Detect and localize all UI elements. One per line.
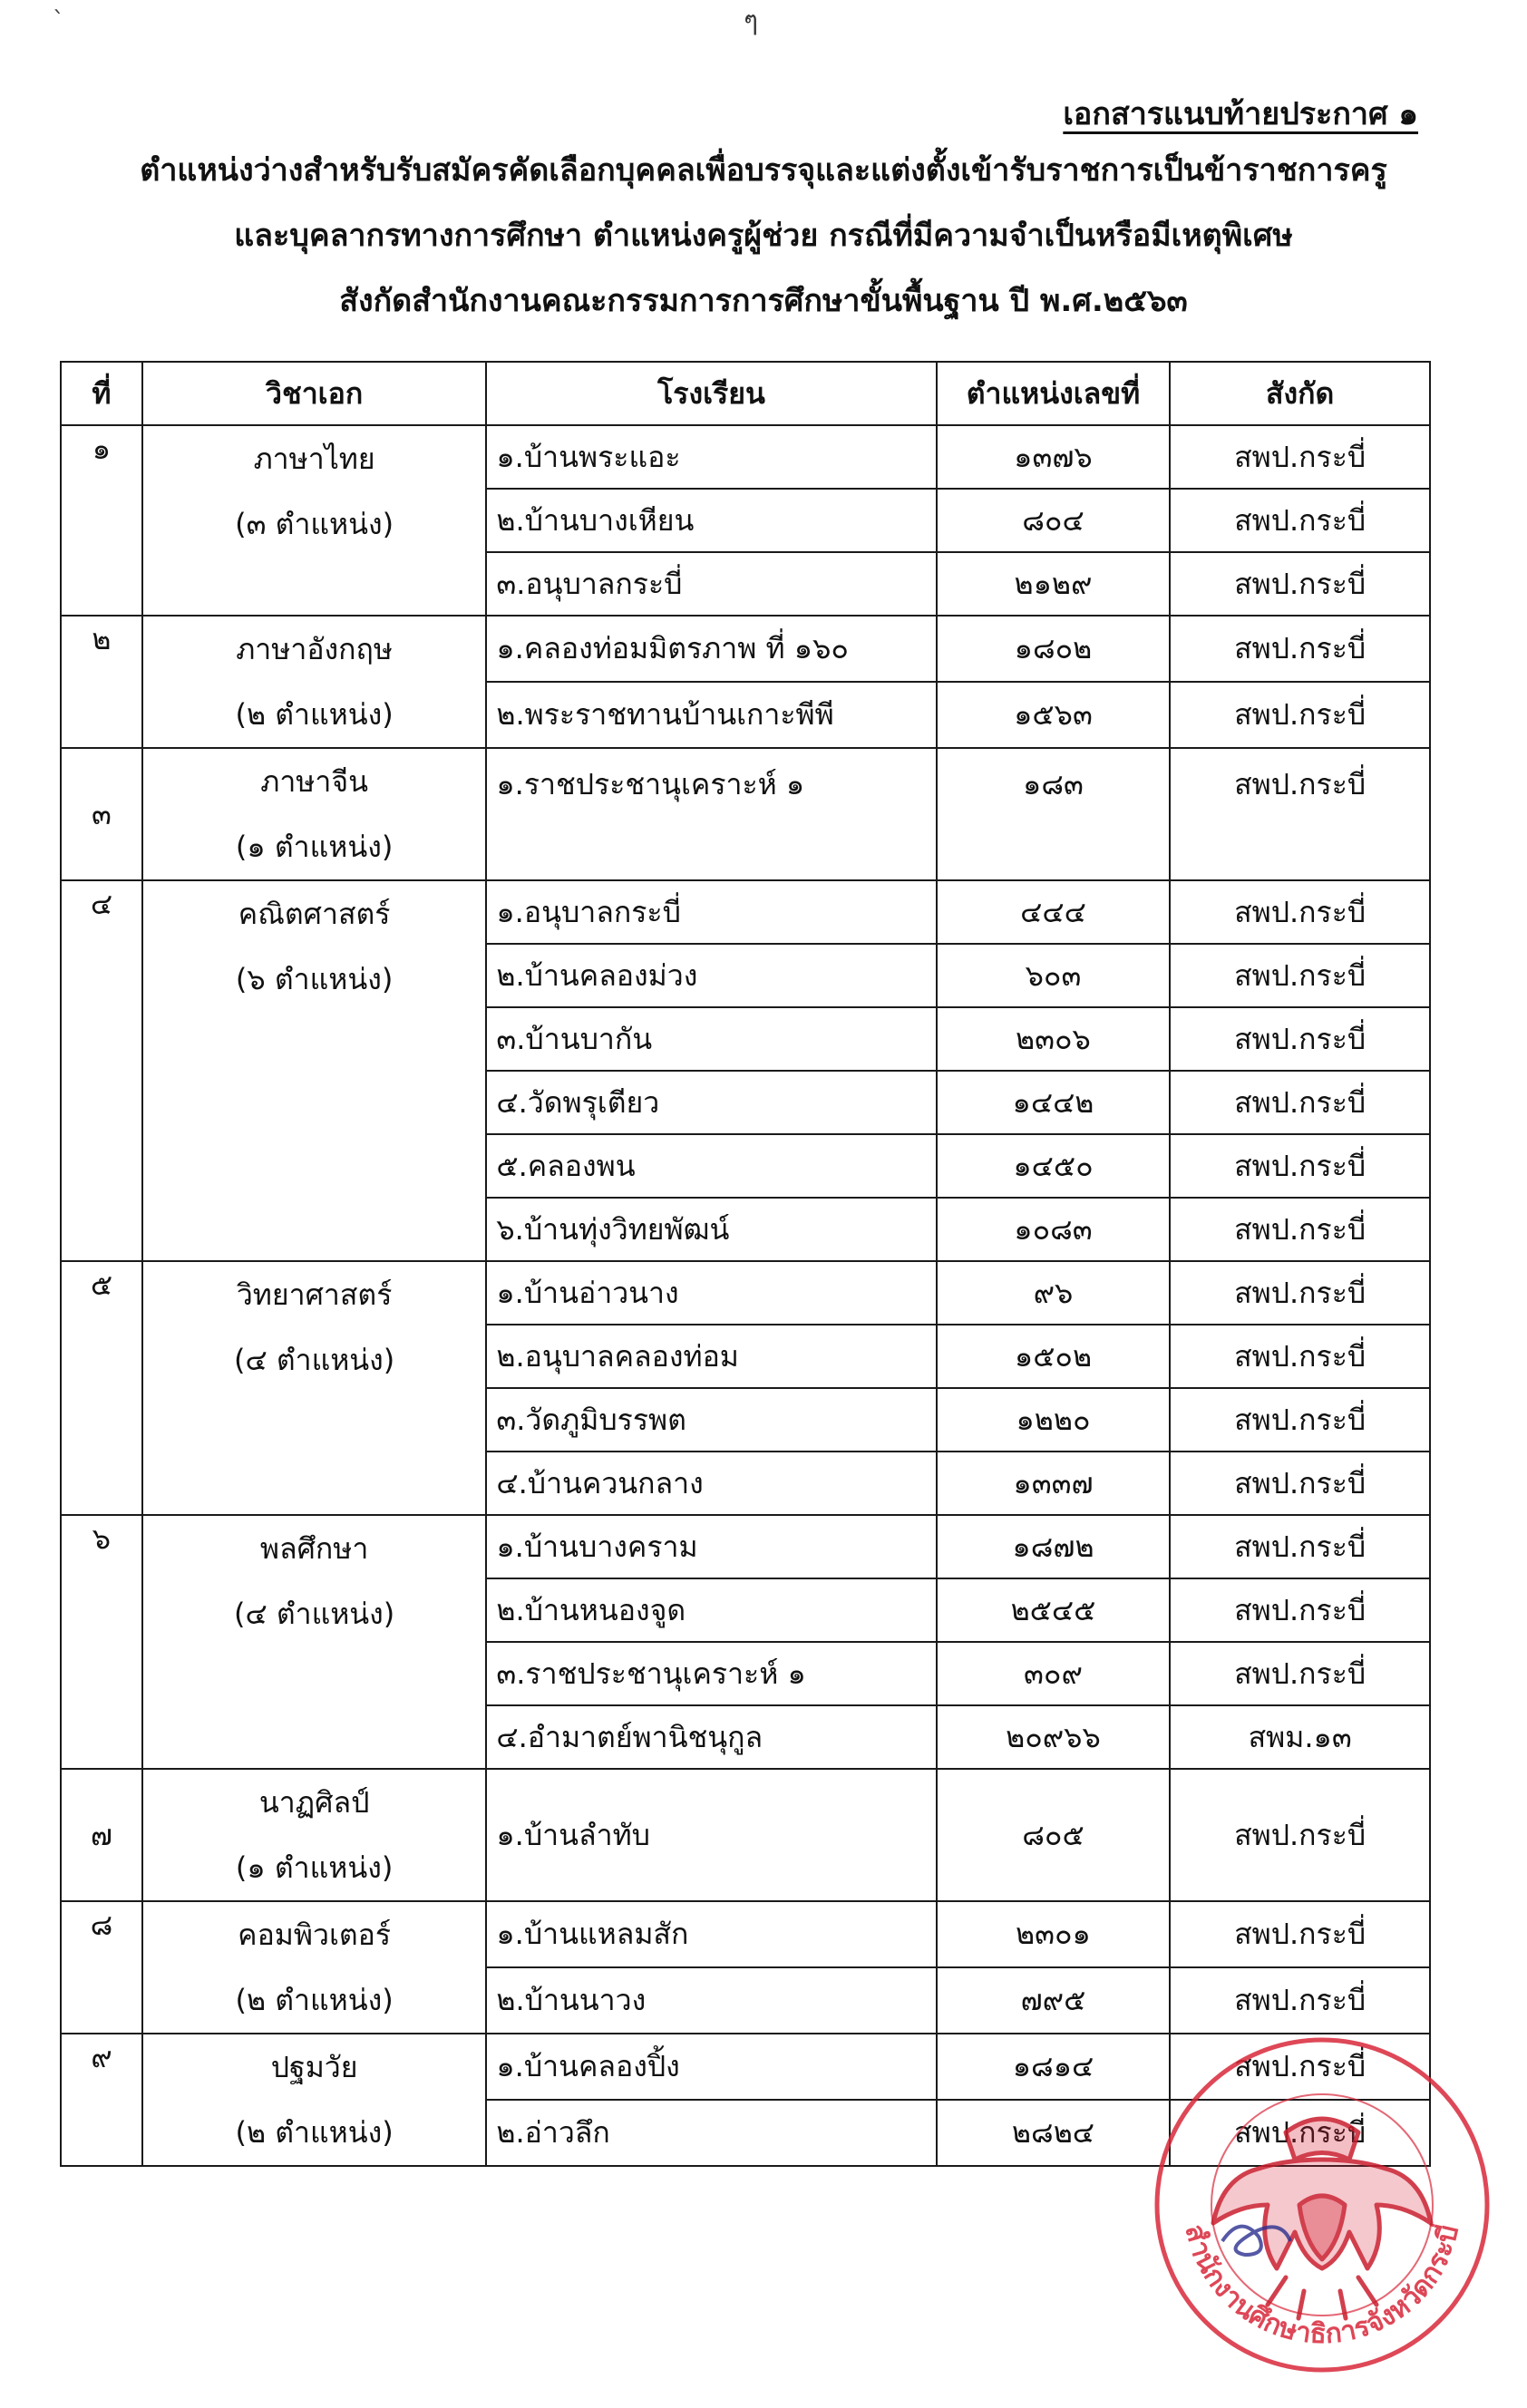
school-name: ๒.อนุบาลคลองท่อม [486, 1325, 936, 1388]
position-number: ๗๙๕ [937, 1967, 1171, 2034]
column-header-no: ที่ [61, 362, 142, 425]
position-number: ๑๘๗๒ [937, 1515, 1171, 1578]
position-number: ๑๔๕๐ [937, 1134, 1171, 1198]
subject-count: (๑ ตำแหน่ง) [235, 830, 394, 864]
office-name: สพป.กระบี่ [1170, 682, 1430, 748]
position-number: ๑๐๘๓ [937, 1198, 1171, 1261]
subject-name: วิทยาศาสตร์ [236, 1277, 393, 1312]
school-name: ๑.บ้านแหลมสัก [486, 1901, 936, 1967]
row-number: ๘ [61, 1901, 142, 2034]
position-number: ๖๐๓ [937, 944, 1171, 1007]
office-name: สพป.กระบี่ [1170, 616, 1430, 682]
position-number: ๒๑๒๙ [937, 552, 1171, 616]
subject-cell [142, 616, 486, 748]
subject-count: (๔ ตำแหน่ง) [233, 1597, 395, 1631]
office-name: สพป.กระบี่ [1170, 1967, 1430, 2034]
document-title-line-1: ตำแหน่งว่างสำหรับรับสมัครคัดเลือกบุคคลเพื่อบรรจุและแต่งตั้งเข้ารับราชการเป็นข้าราชการครู [140, 152, 1387, 189]
subject-count: (๒ ตำแหน่ง) [235, 2115, 394, 2150]
subject-count: (๓ ตำแหน่ง) [235, 507, 394, 541]
office-name: สพป.กระบี่ [1170, 1325, 1430, 1388]
subject-name: ปฐมวัย [270, 2050, 358, 2084]
position-number: ๑๘๓ [937, 748, 1171, 880]
office-name: สพป.กระบี่ [1170, 1515, 1430, 1578]
school-name: ๕.คลองพน [486, 1134, 936, 1198]
position-number: ๒๓๐๑ [937, 1901, 1171, 1967]
school-name: ๒.บ้านบางเหียน [486, 489, 936, 552]
page-mark: ๆ [744, 5, 759, 37]
table-row [61, 1769, 1430, 1901]
office-name: สพป.กระบี่ [1170, 1578, 1430, 1642]
school-name: ๖.บ้านทุ่งวิทยพัฒน์ [486, 1198, 936, 1261]
school-name: ๒.พระราชทานบ้านเกาะพีพี [486, 682, 936, 748]
document-title-line-2: และบุคลากรทางการศึกษา ตำแหน่งครูผู้ช่วย กรณีที่มีความจำเป็นหรือมีเหตุพิเศษ [234, 218, 1293, 254]
subject-name: ภาษาอังกฤษ [236, 632, 394, 666]
row-number: ๖ [61, 1515, 142, 1769]
table-header-row [61, 362, 1430, 425]
position-number: ๒๕๔๕ [937, 1578, 1171, 1642]
table-row [61, 880, 1430, 944]
column-header-subject: วิชาเอก [142, 362, 486, 425]
school-name: ๓.วัดภูมิบรรพต [486, 1388, 936, 1452]
position-number: ๙๖ [937, 1261, 1171, 1325]
school-name: ๑.ราชประชานุเคราะห์ ๑ [486, 748, 936, 880]
column-header-school: โรงเรียน [486, 362, 936, 425]
position-number: ๘๐๔ [937, 489, 1171, 552]
office-name: สพป.กระบี่ [1170, 1134, 1430, 1198]
office-name: สพป.กระบี่ [1170, 2100, 1430, 2166]
school-name: ๒.บ้านนาวง [486, 1967, 936, 2034]
subject-name: พลศึกษา [259, 1531, 369, 1566]
office-name: สพป.กระบี่ [1170, 1769, 1430, 1901]
subject-name: ภาษาไทย [253, 442, 375, 476]
office-name: สพป.กระบี่ [1170, 1261, 1430, 1325]
subject-cell [142, 1769, 486, 1901]
document-title-line-3: สังกัดสำนักงานคณะกรรมการการศึกษาขั้นพื้นฐาน ปี พ.ศ.๒๕๖๓ [339, 283, 1188, 319]
subject-name: ภาษาจีน [260, 764, 368, 799]
position-number: ๑๓๓๗ [937, 1452, 1171, 1515]
row-number: ๑ [61, 425, 142, 616]
office-name: สพป.กระบี่ [1170, 2034, 1430, 2100]
office-name: สพป.กระบี่ [1170, 489, 1430, 552]
row-number: ๓ [61, 748, 142, 880]
office-name: สพป.กระบี่ [1170, 880, 1430, 944]
position-number: ๑๕๖๓ [937, 682, 1171, 748]
school-name: ๒.อ่าวลึก [486, 2100, 936, 2166]
school-name: ๑.บ้านพระแอะ [486, 425, 936, 489]
table-row [61, 1901, 1430, 1967]
official-seal-stamp [1150, 2033, 1494, 2377]
subject-cell [142, 425, 486, 616]
row-number: ๔ [61, 880, 142, 1261]
school-name: ๓.ราชประชานุเคราะห์ ๑ [486, 1642, 936, 1705]
subject-name: คณิตศาสตร์ [238, 897, 391, 931]
position-number: ๒๐๙๖๖ [937, 1705, 1171, 1769]
scan-dot: ` [53, 7, 64, 34]
table-row [61, 616, 1430, 682]
table-row [61, 1515, 1430, 1578]
position-number: ๑๔๔๒ [937, 1071, 1171, 1134]
school-name: ๑.บ้านคลองปิ้ง [486, 2034, 936, 2100]
school-name: ๒.บ้านคลองม่วง [486, 944, 936, 1007]
school-name: ๔.อำมาตย์พานิชนุกูล [486, 1705, 936, 1769]
subject-count: (๒ ตำแหน่ง) [235, 1983, 394, 2017]
row-number: ๙ [61, 2034, 142, 2166]
subject-count: (๔ ตำแหน่ง) [233, 1343, 395, 1377]
subject-cell [142, 880, 486, 1261]
school-name: ๑.อนุบาลกระบี่ [486, 880, 936, 944]
table-body [61, 425, 1430, 2166]
position-number: ๓๐๙ [937, 1642, 1171, 1705]
row-number: ๒ [61, 616, 142, 748]
office-name: สพป.กระบี่ [1170, 1198, 1430, 1261]
office-name: สพป.กระบี่ [1170, 944, 1430, 1007]
column-header-position-number: ตำแหน่งเลขที่ [937, 362, 1171, 425]
office-name: สพม.๑๓ [1170, 1705, 1430, 1769]
subject-cell [142, 1515, 486, 1769]
position-number: ๔๔๔ [937, 880, 1171, 944]
subject-name: นาฏศิลป์ [258, 1785, 370, 1820]
office-name: สพป.กระบี่ [1170, 1452, 1430, 1515]
row-number: ๗ [61, 1769, 142, 1901]
garuda-emblem-icon [1213, 2119, 1431, 2318]
school-name: ๔.บ้านควนกลาง [486, 1452, 936, 1515]
table-row [61, 425, 1430, 489]
school-name: ๓.อนุบาลกระบี่ [486, 552, 936, 616]
seal-text: สำนักงานศึกษาธิการจังหวัดกระบี่ [1178, 2220, 1466, 2351]
office-name: สพป.กระบี่ [1170, 1071, 1430, 1134]
subject-name: คอมพิวเตอร์ [238, 1918, 392, 1952]
office-name: สพป.กระบี่ [1170, 1642, 1430, 1705]
table-row [61, 748, 1430, 880]
position-number: ๑๒๒๐ [937, 1388, 1171, 1452]
position-number: ๒๘๒๔ [937, 2100, 1171, 2166]
subject-count: (๖ ตำแหน่ง) [235, 962, 394, 996]
subject-count: (๑ ตำแหน่ง) [235, 1850, 394, 1885]
office-name: สพป.กระบี่ [1170, 1901, 1430, 1967]
table-row [61, 1261, 1430, 1325]
school-name: ๑.บ้านลำทับ [486, 1769, 936, 1901]
office-name: สพป.กระบี่ [1170, 748, 1430, 880]
column-header-office: สังกัด [1170, 362, 1430, 425]
office-name: สพป.กระบี่ [1170, 1007, 1430, 1071]
position-number: ๒๓๐๖ [937, 1007, 1171, 1071]
subject-count: (๒ ตำแหน่ง) [235, 697, 394, 732]
position-number: ๑๓๗๖ [937, 425, 1171, 489]
position-number: ๑๘๐๒ [937, 616, 1171, 682]
subject-cell [142, 2034, 486, 2166]
office-name: สพป.กระบี่ [1170, 425, 1430, 489]
office-name: สพป.กระบี่ [1170, 1388, 1430, 1452]
school-name: ๑.บ้านอ่าวนาง [486, 1261, 936, 1325]
position-number: ๘๐๕ [937, 1769, 1171, 1901]
annex-label: เอกสารแนบท้ายประกาศ ๑ [1063, 96, 1418, 132]
position-number: ๑๘๑๔ [937, 2034, 1171, 2100]
subject-cell [142, 1901, 486, 2034]
positions-table [60, 361, 1431, 2167]
subject-cell [142, 1261, 486, 1515]
school-name: ๒.บ้านหนองจูด [486, 1578, 936, 1642]
school-name: ๓.บ้านบากัน [486, 1007, 936, 1071]
school-name: ๑.บ้านบางคราม [486, 1515, 936, 1578]
school-name: ๔.วัดพรุเตียว [486, 1071, 936, 1134]
school-name: ๑.คลองท่อมมิตรภาพ ที่ ๑๖๐ [486, 616, 936, 682]
office-name: สพป.กระบี่ [1170, 552, 1430, 616]
row-number: ๕ [61, 1261, 142, 1515]
position-number: ๑๕๐๒ [937, 1325, 1171, 1388]
subject-cell [142, 748, 486, 880]
